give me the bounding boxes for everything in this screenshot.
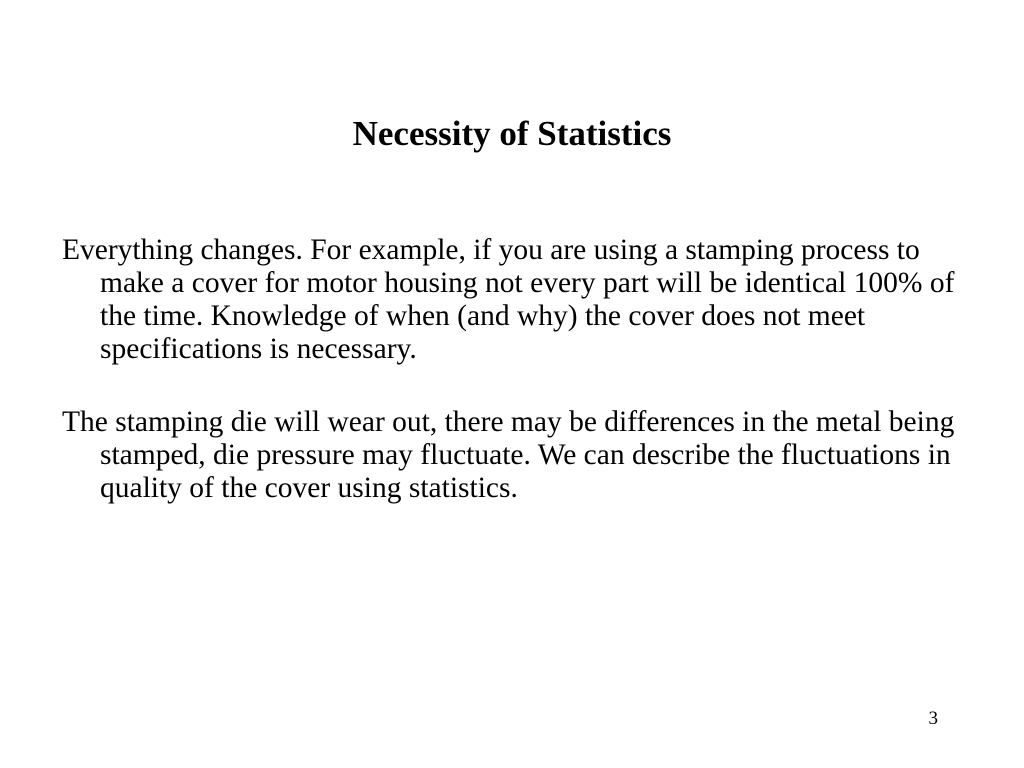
slide-body (62, 234, 972, 545)
paragraph-variation: Everything changes. For example, if you are using a stamping process to make a cover for motor housing not every part will be identical 100% of the time. Knowledge of when (and why) the cover does not meet specifications is necessary. (62, 234, 955, 365)
paragraph-fluctuations: The stamping die will wear out, there may be differences in the metal being stamped, die pressure may fluctuate. We can describe the fluctuations in quality of the cover using statistics. (62, 406, 955, 504)
slide-title: Necessity of Statistics (352, 114, 672, 153)
page-number: 3 (928, 708, 938, 729)
